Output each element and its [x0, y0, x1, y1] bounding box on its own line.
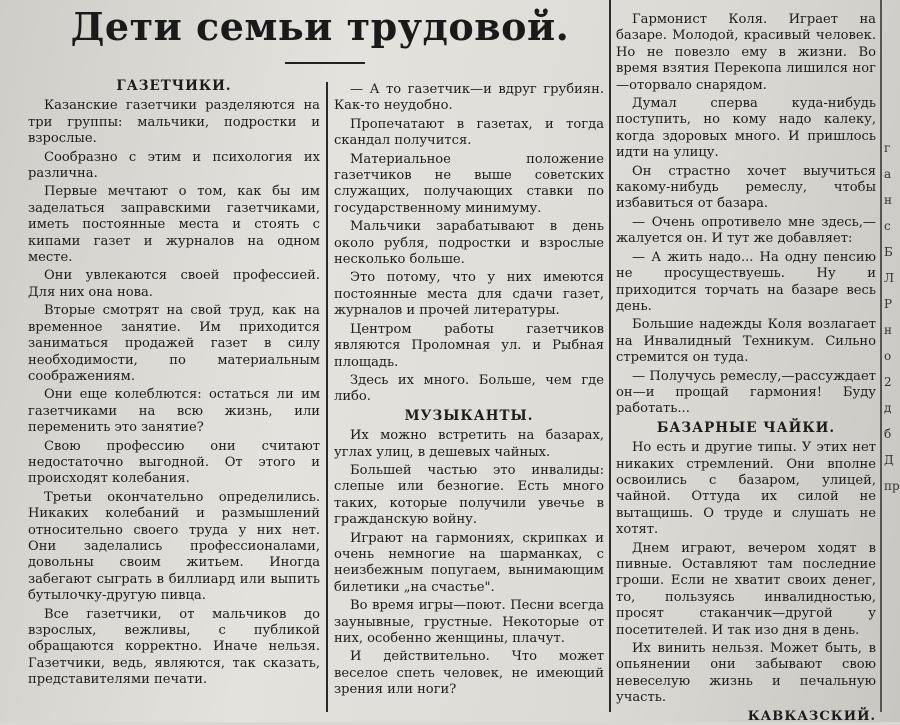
paragraph: Это потому, что у них имеются постоянные места для сдачи газет, журналов и прочей литературы.	[334, 270, 604, 319]
paragraph: Большие надежды Коля возлагает на Инвалидный Техникум. Сильно стремится он туда.	[616, 317, 876, 366]
paragraph: Во время игры—поют. Песни всегда заунывные, грустные. Некоторые от них, особенно женщины, плачут.	[334, 598, 604, 646]
section-heading-newsboys: ГАЗЕТЧИКИ.	[116, 78, 232, 94]
paragraph: Они еще колеблются: остаться ли им газетчиками на всю жизнь, или переменить это занятие?	[28, 387, 320, 436]
paragraph: Вторые смотрят на свой труд, как на временное занятие. Им приходится заниматься продажей газет в силу необходимости, по материальным соображениям.	[28, 303, 320, 384]
paragraph: Большей частью это инвалиды: слепые или безногие. Есть много таких, которые получили увечье в гражданскую войну.	[334, 462, 604, 528]
edge-fragment: Б	[884, 245, 893, 259]
section-heading-musicians: МУЗЫКАНТЫ.	[404, 407, 534, 424]
paragraph: Здесь их много. Больше, чем где либо.	[334, 372, 604, 405]
paragraph: Он страстно хочет выучиться какому-нибудь ремеслу, чтобы избавиться от базара.	[616, 163, 876, 212]
edge-fragment: н	[884, 323, 892, 337]
paragraph: Их можно встретить на базарах, углах улиц, в дешевых чайных.	[334, 428, 604, 460]
paragraph: Их винить нельзя. Может быть, в опьянении они забывают свою невеселую жизнь и печальную участь.	[616, 641, 876, 706]
section-heading-bazaar-gulls: БАЗАРНЫЕ ЧАЙКИ.	[656, 419, 836, 436]
paragraph: — Очень опротивело мне здесь,— жалуется он. И тут же добавляет:	[616, 214, 876, 247]
edge-fragment: а	[884, 167, 892, 181]
paragraph: Но есть и другие типы. У этих нет никаких стремлений. Они вполне освоились с базаром, улицей, чайной. Оттуда их силой не вытащишь. О труде и слушать не хотят.	[616, 440, 876, 538]
column-1	[28, 76, 320, 691]
paragraph: Третьи окончательно определились. Никаких колебаний и размышлений относительно своего труда у них нет. Они заделались профессионалами, довольны своим житьем. Иногда забегают сыграть в биллиард или выпить бутылочку-другую пивца.	[28, 489, 320, 604]
paragraph: Играют на гармониях, скрипках и очень немногие на шарманках, с неизбежным попугаем, вынимающим билетики „на счастье".	[334, 530, 604, 595]
column-rule-3	[880, 0, 882, 712]
paragraph: Днем играют, вечером ходят в пивные. Оставляют там последние гроши. Если не хватит своих денег, то, пользуясь инвалидностью, просят стаканчик—другой у посетителей. И так изо дня в день.	[616, 540, 876, 638]
edge-fragment: д	[884, 401, 892, 415]
edge-fragment: б	[884, 427, 892, 441]
title-underline	[285, 62, 365, 64]
edge-fragment: пр	[884, 479, 900, 493]
paragraph: — А жить надо... На одну пенсию не просуществуешь. Ну и приходится торчать на базаре весь день.	[616, 249, 876, 314]
paragraph: — А то газетчик—и вдруг грубиян. Как-то неудобно.	[334, 82, 604, 114]
edge-fragment: Р	[884, 297, 893, 311]
edge-fragment: о	[884, 349, 892, 363]
paragraph: Сообразно с этим и психология их различна.	[28, 149, 320, 182]
edge-fragment: с	[884, 219, 891, 233]
edge-fragment: Л	[884, 271, 895, 285]
article-title: Дети семьи трудовой.	[70, 4, 570, 49]
paragraph: — Получусь ремеслу,—рассуждает он—и прощай гармония! Буду работать...	[616, 368, 876, 417]
edge-fragment: 2	[884, 375, 892, 389]
column-rule-1	[326, 82, 328, 712]
paragraph: Первые мечтают о том, как бы им заделаться заправскими газетчиками, иметь постоянные места и стоять с кипами газет и журналов на одном месте.	[28, 184, 320, 266]
paragraph: Материальное положение газетчиков не выше советских служащих, получающих ставки по государственному минимуму.	[334, 151, 604, 216]
paragraph: Свою профессию они считают недостаточно выгодной. От этого и происходят колебания.	[28, 438, 320, 487]
edge-fragment: г	[884, 141, 891, 155]
paragraph: Все газетчики, от мальчиков до взрослых, вежливы, с публикой обращаются корректно. Иначе нельзя. Газетчики, ведь, являются, так сказать, представителями печати.	[28, 606, 320, 688]
paragraph: Казанские газетчики разделяются на три группы: мальчики, подростки и взрослые.	[28, 98, 320, 147]
paragraph: Гармонист Коля. Играет на базаре. Молодой, красивый человек. Но не повезло ему в жизни. Во время взятия Перекопа лишился ног—оторвало снарядом.	[616, 12, 876, 93]
column-2	[334, 82, 604, 701]
paragraph: Они увлекаются своей профессией. Для них она нова.	[28, 268, 320, 300]
column-rule-2	[609, 0, 611, 712]
cropped-column-edge	[884, 140, 900, 660]
paragraph: Мальчики зарабатывают в день около рубля, подростки и взрослые несколько больше.	[334, 219, 604, 268]
paragraph: Пропечатают в газетах, и тогда скандал получится.	[334, 116, 604, 149]
paragraph: Центром работы газетчиков являются Проломная ул. и Рыбная площадь.	[334, 321, 604, 370]
paragraph: И действительно. Что может веселое спеть человек, не имеющий зрения или ноги?	[334, 649, 604, 698]
column-3	[616, 12, 876, 725]
edge-fragment: Д	[884, 453, 894, 467]
edge-fragment: н	[884, 193, 892, 207]
author-signature: КАВКАЗСКИЙ.	[747, 708, 876, 724]
paragraph: Думал сперва куда-нибудь поступить, но кому надо калеку, когда здоровых много. И пришлось идти на улицу.	[616, 96, 876, 161]
